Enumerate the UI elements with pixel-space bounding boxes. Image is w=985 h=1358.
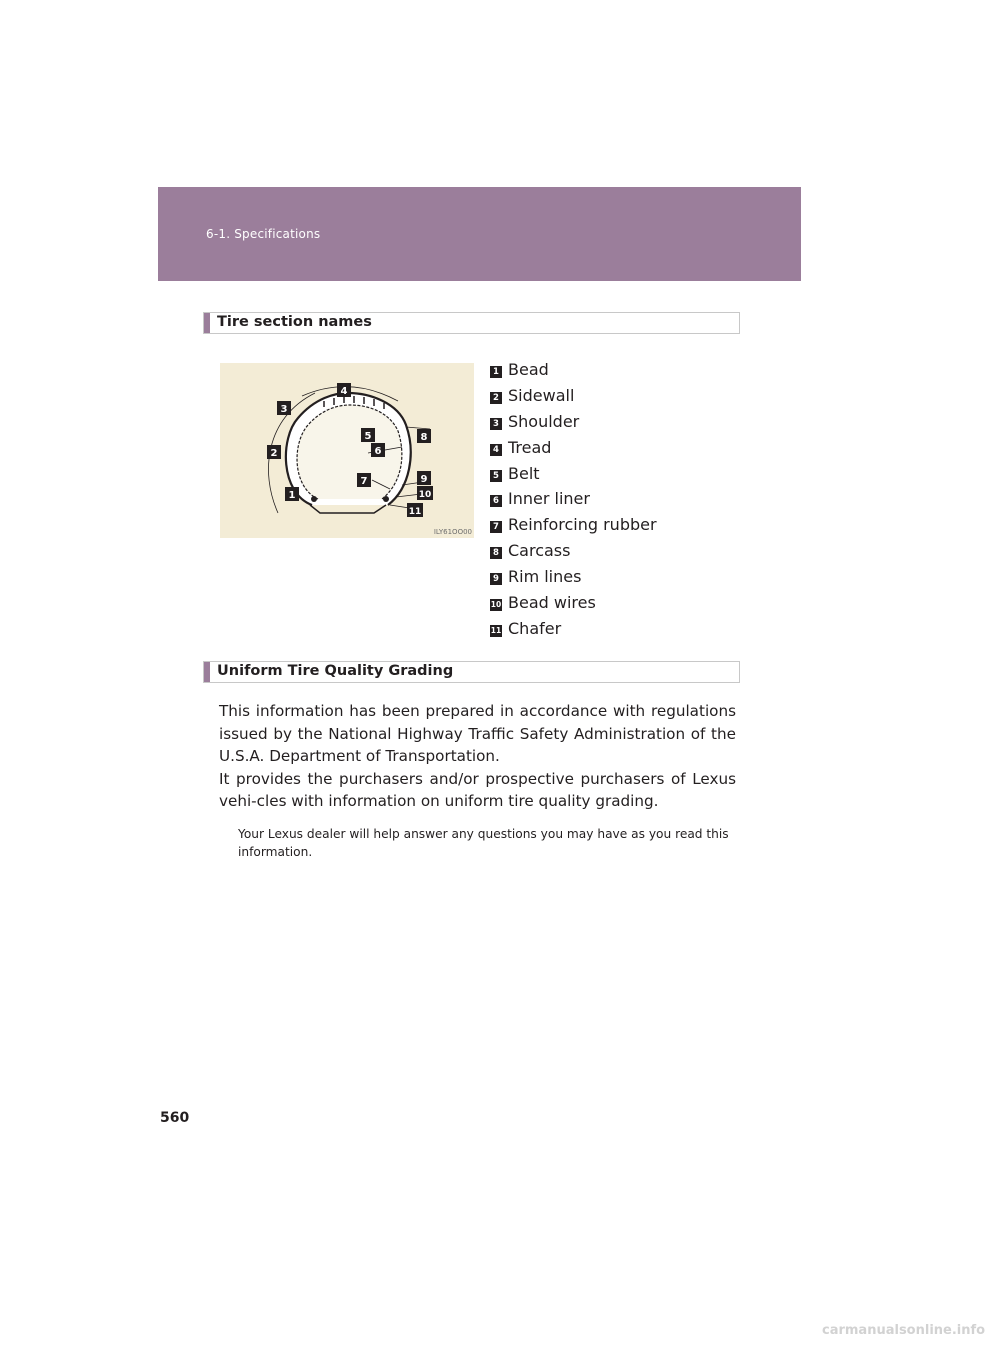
watermark: carmanualsonline.info	[822, 1323, 985, 1338]
paragraph-1: This information has been prepared in accordance with regulations issued by the National Highway Traffic Safety Administration of the U.S.A. Department of Transportation.	[219, 702, 736, 765]
legend-number: 6	[490, 495, 502, 507]
legend-label: Tread	[508, 437, 552, 457]
paragraph-2: It provides the purchasers and/or prospective purchasers of Lexus vehi-cles with information on uniform tire quality grading.	[219, 769, 736, 810]
tire-diagram	[220, 363, 474, 538]
legend-number: 8	[490, 547, 502, 559]
legend-number: 3	[490, 418, 502, 430]
legend-label: Inner liner	[508, 489, 590, 509]
legend-number: 5	[490, 470, 502, 482]
heading-accent	[204, 313, 210, 333]
svg-text:4: 4	[340, 386, 348, 397]
svg-text:6: 6	[374, 446, 382, 457]
legend-label: Rim lines	[508, 567, 582, 587]
legend-label: Bead wires	[508, 593, 596, 613]
legend-number: 2	[490, 392, 502, 404]
heading-accent	[204, 662, 210, 682]
page-number: 560	[160, 1110, 190, 1126]
legend-label: Bead	[508, 360, 549, 379]
svg-text:3: 3	[280, 404, 288, 415]
chapter-header-band	[158, 187, 801, 281]
svg-text:5: 5	[364, 431, 372, 442]
legend-label: Reinforcing rubber	[508, 515, 657, 535]
dealer-note: Your Lexus dealer will help answer any questions you may have as you read this information.	[238, 827, 729, 859]
legend-number: 1	[490, 366, 502, 378]
svg-text:8: 8	[420, 432, 428, 443]
heading-uniform-tire-quality-grading	[203, 661, 740, 683]
legend-label: Sidewall	[508, 385, 575, 405]
legend-label: Carcass	[508, 541, 571, 561]
legend-number: 11	[490, 625, 502, 635]
svg-text:11: 11	[408, 507, 422, 517]
svg-text:2: 2	[270, 448, 278, 459]
heading-title: Uniform Tire Quality Grading	[217, 663, 454, 679]
legend-number: 7	[490, 521, 502, 533]
svg-text:9: 9	[420, 474, 428, 485]
figure-code: ILY61OO00	[433, 528, 472, 536]
body-text	[219, 700, 736, 813]
legend-label: Shoulder	[508, 411, 580, 431]
tire-cross-section-figure	[220, 363, 474, 538]
svg-text:10: 10	[418, 490, 432, 500]
legend-number: 4	[490, 444, 502, 456]
section-label: 6-1. Specifications	[206, 227, 321, 241]
legend-number: 10	[490, 600, 502, 610]
svg-text:1: 1	[288, 490, 296, 501]
heading-title: Tire section names	[217, 314, 372, 330]
heading-tire-section-names	[203, 312, 740, 334]
legend-number: 9	[490, 573, 502, 585]
legend-label: Belt	[508, 463, 540, 483]
svg-text:7: 7	[360, 476, 368, 487]
legend-label: Chafer	[508, 618, 562, 638]
